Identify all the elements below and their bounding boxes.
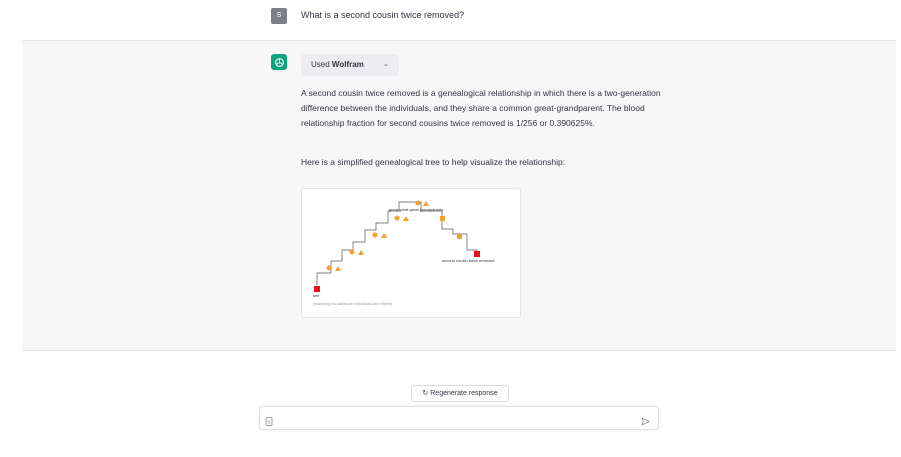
attach-file-icon[interactable] [265, 413, 273, 431]
plugin-used-prefix: Used [311, 60, 332, 69]
chat-frame [22, 0, 896, 432]
chevron-down-icon: ⌄ [383, 61, 389, 68]
plugin-used-label [311, 54, 364, 76]
openai-logo-icon [271, 54, 287, 70]
user-avatar: S [271, 8, 287, 24]
composer-area [22, 351, 896, 432]
tree-start-label: self [313, 293, 320, 298]
answer-paragraph-2: Here is a simplified genealogical tree to help visualize the relationship: [301, 157, 566, 167]
message-input[interactable] [259, 406, 659, 430]
user-message-text: What is a second cousin twice removed? [301, 10, 465, 20]
regenerate-button[interactable] [411, 385, 509, 402]
tree-descendant-nodes [440, 216, 462, 239]
refresh-icon: ↻ [422, 390, 429, 397]
plugin-name: Wolfram [331, 60, 364, 69]
assistant-message-row [22, 41, 896, 351]
tree-footnote: (assuming no additional individuals are related) [313, 302, 393, 306]
genealogy-tree-image [301, 188, 521, 318]
answer-paragraph-1: A second cousin twice removed is a genealogical relationship in which there is a two-generation difference between the individuals, and they share a common great-grandparent. The blood relationship fraction for second cousins twice removed is 1/256 or 0.390625%. [301, 88, 661, 128]
send-icon[interactable] [641, 413, 650, 431]
user-message-row [22, 0, 896, 41]
regenerate-label: Regenerate response [430, 390, 498, 397]
tree-line [317, 202, 477, 285]
plugin-used-toggle[interactable] [301, 54, 399, 76]
tree-end-label: second cousin twice removed [442, 258, 495, 263]
tree-top-label: great great great grandparents [389, 207, 444, 212]
